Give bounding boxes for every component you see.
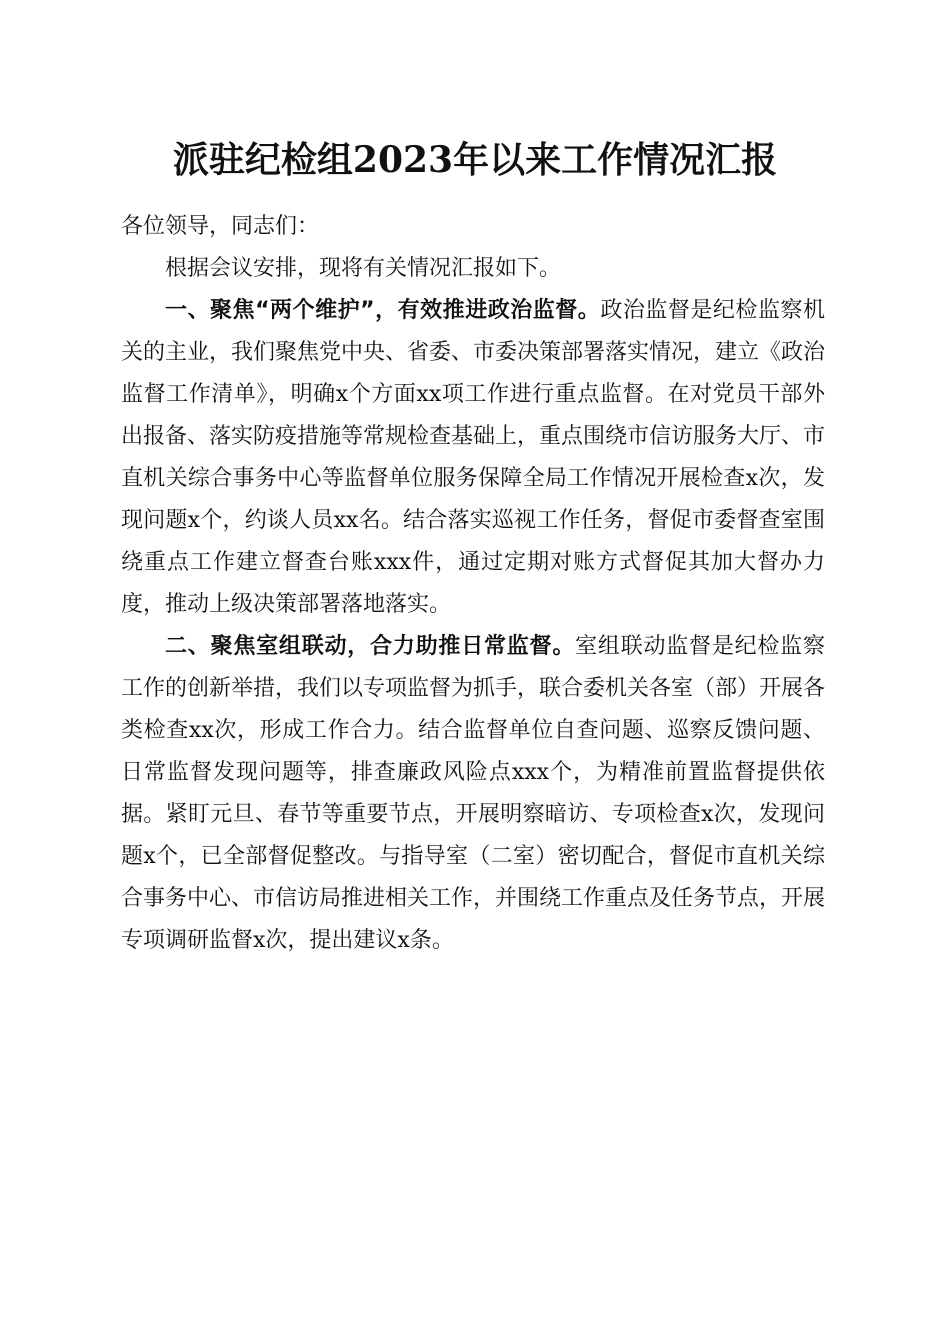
intro-paragraph: 根据会议安排，现将有关情况汇报如下。: [165, 256, 562, 281]
section-1-heading: 一、聚焦“两个维护”，有效推进政治监督。: [165, 298, 601, 323]
section-2-text: 室组联动监督是纪检监察工作的创新举措，我们以专项监督为抓手，联合委机关各室（部）开展各类检查xx次，形成工作合力。结合监督单位自查问题、巡察反馈问题、日常监督发现问题等，排查廉政风险点xxx个，为精准前置监督提供依据。紧盯元旦、春节等重要节点，开展明察暗访、专项检查x次，发现问题x个，已全部督促整改。与指导室（二室）密切配合，督促市直机关综合事务中心、市信访局推进相关工作，并围绕工作重点及任务节点，开展专项调研监督x次，提出建议x条。: [121, 634, 826, 953]
document-title: 派驻纪检组2023年以来工作情况汇报: [172, 139, 778, 181]
document-body: [121, 206, 825, 962]
section-1-paragraph: [121, 290, 825, 626]
greeting: 各位领导，同志们：: [121, 214, 320, 239]
section-2-paragraph: [121, 626, 825, 962]
section-2-heading: 二、聚焦室组联动，合力助推日常监督。: [165, 634, 576, 659]
section-1-text: 政治监督是纪检监察机关的主业，我们聚焦党中央、省委、市委决策部署落实情况，建立《政治监督工作清单》，明确x个方面xx项工作进行重点监督。在对党员干部外出报备、落实防疫措施等常规检查基础上，重点围绕市信访服务大厅、市直机关综合事务中心等监督单位服务保障全局工作情况开展检查x次，发现问题x个，约谈人员xx名。结合落实巡视工作任务，督促市委督查室围绕重点工作建立督查台账xxx件，通过定期对账方式督促其加大督办力度，推动上级决策部署落地落实。: [121, 298, 826, 617]
